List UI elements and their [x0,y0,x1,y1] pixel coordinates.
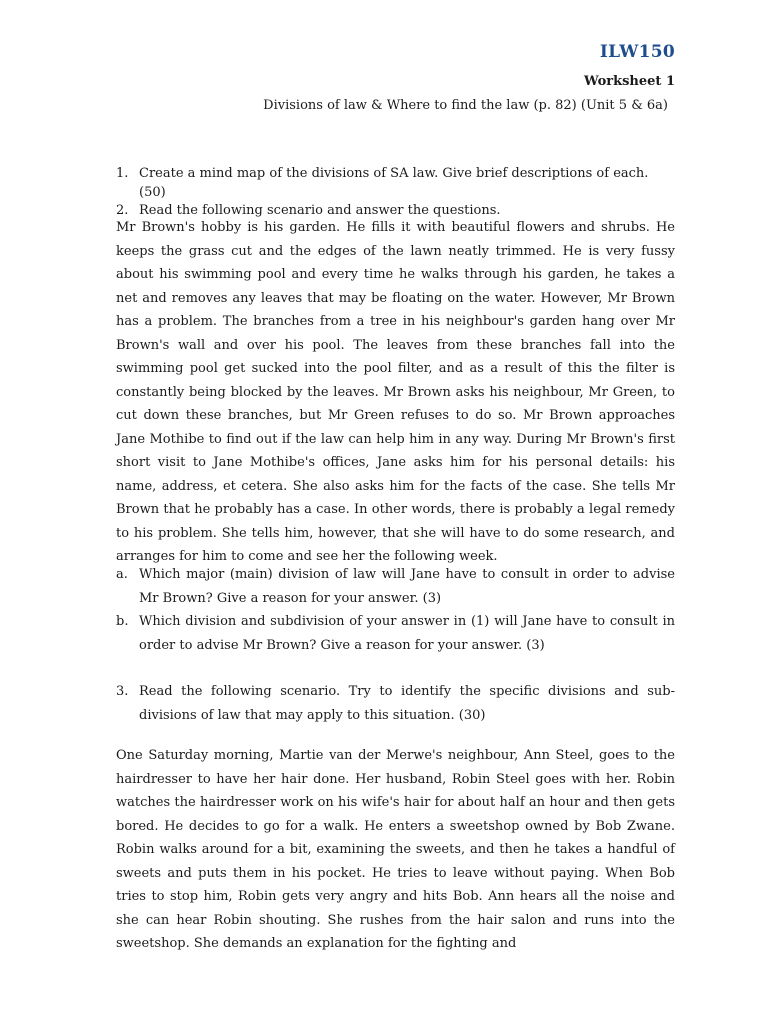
question-item [116,165,676,202]
subquestion-letter: b. [116,614,129,629]
question-text: Read the following scenario and answer the questions. [139,203,501,218]
course-code: ILW150 [599,42,675,62]
subquestion-list [116,563,675,657]
subquestion-letter: a. [116,567,128,582]
question-text: Read the following scenario. Try to identify the specific divisions and sub-divisions of law that may apply to this situation. (30) [139,684,675,723]
subquestion-text: Which major (main) division of law will Jane have to consult in order to advise Mr Brown? Give a reason for your answer. (3) [139,567,675,606]
subquestion-item [116,563,675,610]
question-number: 3. [116,684,129,699]
scenario-paragraph: Mr Brown's hobby is his garden. He fills it with beautiful flowers and shrubs. He keeps the grass cut and the edges of the lawn neatly trimmed. He is very fussy about his swimming pool and every time he walks through his garden, he takes a net and removes any leaves that may be floating on the water. However, Mr Brown has a problem. The branches from a tree in his neighbour's garden hang over Mr Brown's wall and over his pool. The leaves from these branches fall into the swimming pool get sucked into the pool filter, and as a result of this the filter is constantly being blocked by the leaves. Mr Brown asks his neighbour, Mr Green, to cut down these branches, but Mr Green refuses to do so. Mr Brown approaches Jane Mothibe to find out if the law can help him in any way. During Mr Brown's first short visit to Jane Mothibe's offices, Jane asks him for his personal details: his name, address, et cetera. She also asks him for the facts of the case. She tells Mr Brown that he probably has a case. In other words, there is probably a legal remedy to his problem. She tells him, however, that she will have to do some research, and arranges for him to come and see her the following week. [116,220,675,564]
question-number: 2. [116,203,129,218]
subquestion-text: Which division and subdivision of your answer in (1) will Jane have to consult in order to advise Mr Brown? Give a reason for your answer. (3) [139,614,675,653]
worksheet-title: Worksheet 1 [584,74,675,89]
question-text: Create a mind map of the divisions of SA law. Give brief descriptions of each. (50) [139,166,649,200]
subquestion-item [116,610,675,657]
question-list [116,165,676,221]
question-3 [116,680,675,727]
question-number: 1. [116,166,129,181]
worksheet-subtitle: Divisions of law & Where to find the law (p. 82) (Unit 5 & 6a) [263,98,668,113]
scenario-paragraph: One Saturday morning, Martie van der Merwe's neighbour, Ann Steel, goes to the hairdresser to have her hair done. Her husband, Robin Steel goes with her. Robin watches the hairdresser work on his wife's hair for about half an hour and then gets bored. He decides to go for a walk. He enters a sweetshop owned by Bob Zwane. Robin walks around for a bit, examining the sweets, and then he takes a handful of sweets and puts them in his pocket. He tries to leave without paying. When Bob tries to stop him, Robin gets very angry and hits Bob. Ann hears all the noise and she can hear Robin shouting. She rushes from the hair salon and runs into the sweetshop. She demands an explanation for the fighting and [116,748,675,951]
